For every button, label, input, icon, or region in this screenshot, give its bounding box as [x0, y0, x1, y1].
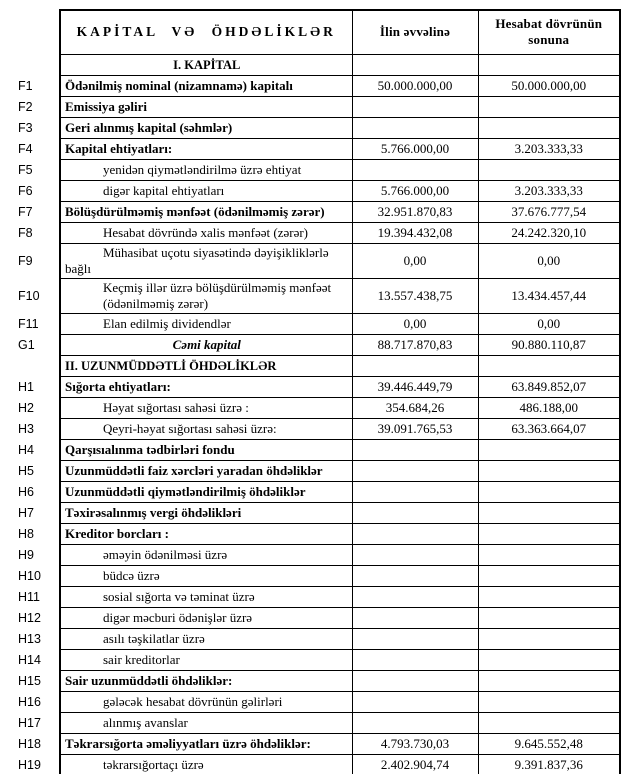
row-value-year-start: 5.766.000,00 — [352, 138, 478, 159]
row-value-period-end: 0,00 — [478, 243, 620, 278]
row-label: digər kapital ehtiyatları — [60, 180, 352, 201]
row-value-period-end: 63.363.664,07 — [478, 418, 620, 439]
row-value-period-end: 486.188,00 — [478, 397, 620, 418]
row-label: sosial sığorta və təminat üzrə — [60, 586, 352, 607]
row-value-year-start: 4.793.730,03 — [352, 733, 478, 754]
row-value-period-end: 3.203.333,33 — [478, 180, 620, 201]
row-value-period-end — [478, 355, 620, 376]
row-value-period-end — [478, 649, 620, 670]
row-code: H12 — [18, 610, 41, 625]
row-code: F1 — [18, 78, 33, 93]
row-value-year-start — [352, 565, 478, 586]
row-code: F2 — [18, 99, 33, 114]
row-value-year-start — [352, 607, 478, 628]
row-value-period-end — [478, 712, 620, 733]
row-value-year-start — [352, 96, 478, 117]
table-row — [8, 481, 620, 502]
row-code: H10 — [18, 568, 41, 583]
row-code: H15 — [18, 673, 41, 688]
row-code: F6 — [18, 183, 33, 198]
row-label: Emissiya gəliri — [60, 96, 352, 117]
row-value-year-start: 19.394.432,08 — [352, 222, 478, 243]
row-code: H19 — [18, 757, 41, 772]
table-row — [8, 117, 620, 138]
row-label: Uzunmüddətli qiymətləndirilmiş öhdəliklər — [60, 481, 352, 502]
row-value-year-start: 39.446.449,79 — [352, 376, 478, 397]
row-label: təkrarsığortaçı üzrə — [60, 754, 352, 774]
row-code: F5 — [18, 162, 33, 177]
row-label: yenidən qiymətləndirilmə üzrə ehtiyat — [60, 159, 352, 180]
row-code: F7 — [18, 204, 33, 219]
row-value-period-end: 13.434.457,44 — [478, 278, 620, 313]
row-value-year-start — [352, 586, 478, 607]
row-value-year-start: 0,00 — [352, 243, 478, 278]
row-value-period-end — [478, 54, 620, 75]
table-row — [8, 397, 620, 418]
table-row — [8, 502, 620, 523]
row-value-period-end — [478, 544, 620, 565]
row-label: II. UZUNMÜDDƏTLİ ÖHDƏLİKLƏR — [60, 355, 352, 376]
table-row — [8, 439, 620, 460]
row-label: I. KAPİTAL — [60, 54, 352, 75]
row-label: əməyin ödənilməsi üzrə — [60, 544, 352, 565]
row-label: asılı təşkilatlar üzrə — [60, 628, 352, 649]
row-value-year-start: 0,00 — [352, 313, 478, 334]
row-label: Kreditor borcları : — [60, 523, 352, 544]
table-row — [8, 159, 620, 180]
table-row — [8, 243, 620, 278]
row-value-year-start — [352, 544, 478, 565]
row-value-period-end — [478, 502, 620, 523]
row-value-period-end — [478, 523, 620, 544]
row-value-period-end — [478, 586, 620, 607]
table-row — [8, 278, 620, 313]
row-label: Sığorta ehtiyatları: — [60, 376, 352, 397]
row-label: Təkrarsığorta əməliyyatları üzrə öhdəliklər: — [60, 733, 352, 754]
row-value-period-end: 50.000.000,00 — [478, 75, 620, 96]
table-row — [8, 460, 620, 481]
row-label: Keçmiş illər üzrə bölüşdürülməmiş mənfəət (ödənilməmiş zərər) — [60, 278, 352, 313]
table-row — [8, 222, 620, 243]
row-code: H6 — [18, 484, 34, 499]
row-code: H3 — [18, 421, 34, 436]
table-row — [8, 712, 620, 733]
row-value-year-start: 354.684,26 — [352, 397, 478, 418]
row-value-period-end — [478, 607, 620, 628]
row-code: H18 — [18, 736, 41, 751]
table-row — [8, 334, 620, 355]
row-value-period-end: 9.645.552,48 — [478, 733, 620, 754]
row-code: F4 — [18, 141, 33, 156]
row-value-year-start — [352, 117, 478, 138]
row-value-period-end — [478, 159, 620, 180]
table-row — [8, 586, 620, 607]
row-label: sair kreditorlar — [60, 649, 352, 670]
row-label: alınmış avanslar — [60, 712, 352, 733]
row-label: büdcə üzrə — [60, 565, 352, 586]
row-value-year-start: 39.091.765,53 — [352, 418, 478, 439]
column-header-year-start: İlin əvvəlinə — [352, 10, 478, 54]
row-label: Təxirəsalınmış vergi öhdəlikləri — [60, 502, 352, 523]
table-row — [8, 201, 620, 222]
row-value-period-end — [478, 96, 620, 117]
row-value-period-end — [478, 439, 620, 460]
row-label: Elan edilmiş dividendlər — [60, 313, 352, 334]
table-body — [8, 54, 620, 774]
code-column-spacer — [8, 10, 60, 54]
row-value-period-end — [478, 691, 620, 712]
row-code: F3 — [18, 120, 33, 135]
row-label: Qeyri-həyat sığortası sahəsi üzrə: — [60, 418, 352, 439]
table-row — [8, 670, 620, 691]
table-row — [8, 691, 620, 712]
row-value-period-end — [478, 670, 620, 691]
table-row — [8, 649, 620, 670]
table-row — [8, 96, 620, 117]
row-code: G1 — [18, 337, 35, 352]
row-value-period-end — [478, 117, 620, 138]
row-label: Ödənilmiş nominal (nizamnamə) kapitalı — [60, 75, 352, 96]
table-row — [8, 75, 620, 96]
row-code: H7 — [18, 505, 34, 520]
table-row — [8, 54, 620, 75]
row-label: Kapital ehtiyatları: — [60, 138, 352, 159]
row-value-year-start: 13.557.438,75 — [352, 278, 478, 313]
row-label: Hesabat dövründə xalis mənfəət (zərər) — [60, 222, 352, 243]
row-value-year-start — [352, 481, 478, 502]
row-code: H1 — [18, 379, 34, 394]
row-value-year-start: 5.766.000,00 — [352, 180, 478, 201]
row-label: Cəmi kapital — [60, 334, 352, 355]
row-label: gələcək hesabat dövrünün gəlirləri — [60, 691, 352, 712]
table-row — [8, 138, 620, 159]
row-value-year-start — [352, 670, 478, 691]
row-value-period-end: 3.203.333,33 — [478, 138, 620, 159]
table-row — [8, 565, 620, 586]
table-row — [8, 180, 620, 201]
row-code: F8 — [18, 225, 33, 240]
row-code: H16 — [18, 694, 41, 709]
row-value-year-start — [352, 460, 478, 481]
row-code: F9 — [18, 253, 33, 268]
row-value-period-end — [478, 628, 620, 649]
row-value-year-start — [352, 523, 478, 544]
table-row — [8, 733, 620, 754]
row-value-year-start: 50.000.000,00 — [352, 75, 478, 96]
row-code: H17 — [18, 715, 41, 730]
row-value-year-start: 32.951.870,83 — [352, 201, 478, 222]
table-title: KAPİTAL VƏ ÖHDƏLİKLƏR — [60, 10, 352, 54]
table-row — [8, 355, 620, 376]
row-value-year-start: 2.402.904,74 — [352, 754, 478, 774]
row-value-period-end — [478, 565, 620, 586]
row-code: H11 — [18, 589, 41, 604]
row-value-period-end: 63.849.852,07 — [478, 376, 620, 397]
row-code: F10 — [18, 288, 40, 303]
row-code: H9 — [18, 547, 34, 562]
table-row — [8, 607, 620, 628]
header-row — [8, 10, 620, 54]
row-value-year-start — [352, 355, 478, 376]
table-row — [8, 418, 620, 439]
row-label: Geri alınmış kapital (səhmlər) — [60, 117, 352, 138]
row-code — [8, 54, 60, 75]
table-row — [8, 313, 620, 334]
row-value-year-start — [352, 712, 478, 733]
row-label: Həyat sığortası sahəsi üzrə : — [60, 397, 352, 418]
row-value-period-end: 0,00 — [478, 313, 620, 334]
row-value-period-end — [478, 460, 620, 481]
row-value-period-end: 90.880.110,87 — [478, 334, 620, 355]
row-code: H8 — [18, 526, 34, 541]
row-label: Uzunmüddətli faiz xərcləri yaradan öhdəliklər — [60, 460, 352, 481]
row-code — [8, 355, 60, 376]
row-label: Mühasibat uçotu siyasətində dəyişikliklərlə bağlı — [60, 243, 352, 278]
row-value-year-start — [352, 159, 478, 180]
row-label: Qarşısıalınma tədbirləri fondu — [60, 439, 352, 460]
table-row — [8, 376, 620, 397]
row-value-period-end: 37.676.777,54 — [478, 201, 620, 222]
row-value-year-start — [352, 439, 478, 460]
row-value-year-start — [352, 691, 478, 712]
row-value-period-end: 9.391.837,36 — [478, 754, 620, 774]
table-row — [8, 544, 620, 565]
row-value-year-start — [352, 502, 478, 523]
row-code: H5 — [18, 463, 34, 478]
row-code: H4 — [18, 442, 34, 457]
table-row — [8, 523, 620, 544]
row-code: H14 — [18, 652, 41, 667]
row-code: H13 — [18, 631, 41, 646]
table-row — [8, 754, 620, 774]
row-value-year-start: 88.717.870,83 — [352, 334, 478, 355]
row-value-period-end — [478, 481, 620, 502]
column-header-period-end: Hesabat dövrünün sonuna — [478, 10, 620, 54]
row-value-year-start — [352, 628, 478, 649]
row-code: F11 — [18, 316, 39, 331]
row-value-year-start — [352, 54, 478, 75]
row-label: digər məcburi ödənişlər üzrə — [60, 607, 352, 628]
table-row — [8, 628, 620, 649]
row-value-period-end: 24.242.320,10 — [478, 222, 620, 243]
row-code: H2 — [18, 400, 34, 415]
row-value-year-start — [352, 649, 478, 670]
row-label: Sair uzunmüddətli öhdəliklər: — [60, 670, 352, 691]
capital-liabilities-table — [8, 9, 621, 774]
row-label: Bölüşdürülməmiş mənfəət (ödənilməmiş zərər) — [60, 201, 352, 222]
